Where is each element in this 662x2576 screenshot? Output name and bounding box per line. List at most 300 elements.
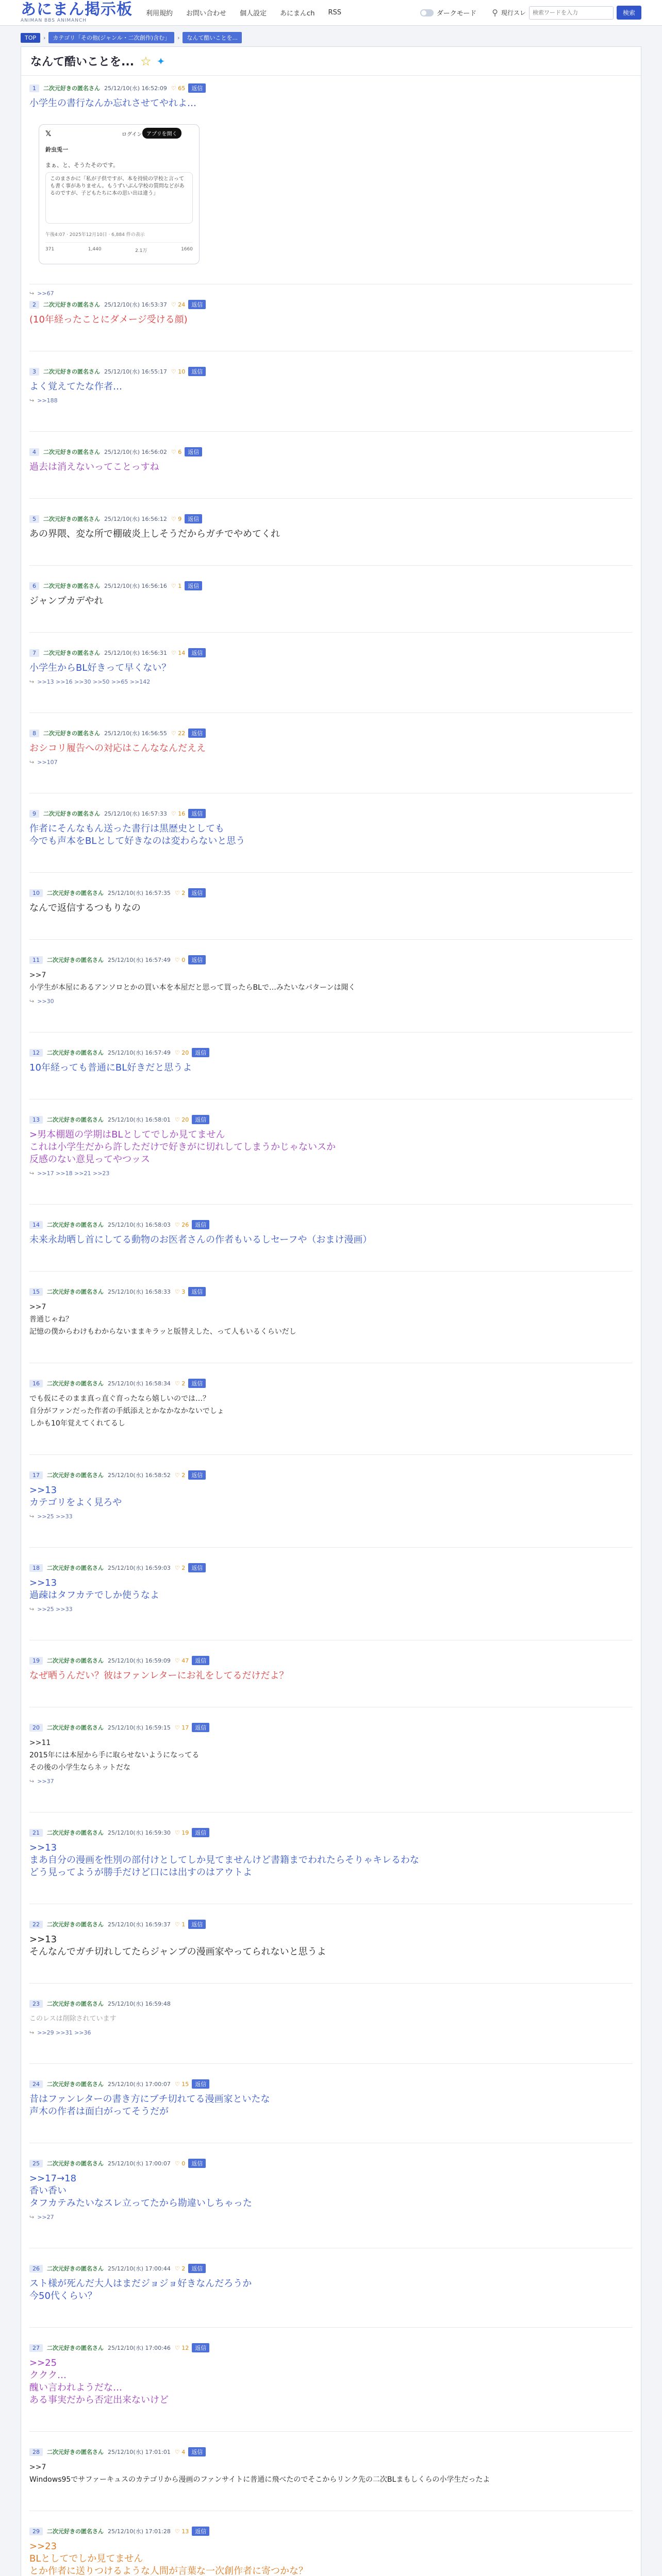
poster-name: 二次元好きの匿名さん (47, 1289, 104, 1295)
poster-name: 二次元好きの匿名さん (43, 301, 100, 308)
nav-contact[interactable]: お問い合わせ (186, 10, 227, 18)
poster-name: 二次元好きの匿名さん (47, 2160, 104, 2167)
post-meta (29, 1219, 633, 1230)
like-count[interactable]: ♡ 16 (171, 810, 186, 817)
like-count[interactable]: ♡ 2 (174, 2265, 186, 2272)
post-date: 25/12/10(水) 16:56:02 (104, 449, 167, 455)
post-divider (29, 1204, 633, 1205)
post-meta (29, 2343, 633, 2353)
post-date: 25/12/10(水) 16:59:30 (108, 1829, 171, 1836)
post (29, 83, 633, 297)
like-count[interactable]: ♡ 65 (171, 84, 186, 92)
post-date: 25/12/10(水) 16:56:12 (104, 516, 167, 522)
post (29, 1655, 633, 1682)
post-meta (29, 2263, 633, 2274)
thread-title-row (21, 47, 641, 76)
reply-anchors[interactable]: >>37 (37, 1778, 54, 1785)
post-meta (29, 1378, 633, 1388)
reply-button[interactable]: 返信 (192, 1828, 209, 1837)
like-count[interactable]: ♡ 2 (174, 1380, 186, 1387)
post-date: 25/12/10(水) 17:00:07 (108, 2160, 171, 2167)
post-number[interactable]: 2 (29, 301, 39, 309)
poster-name: 二次元好きの匿名さん (47, 2265, 104, 2272)
post-date: 25/12/10(水) 16:59:03 (108, 1565, 171, 1571)
like-count[interactable]: ♡ 15 (174, 2080, 189, 2088)
poster-name: 二次元好きの匿名さん (47, 1049, 104, 1056)
nav-settings[interactable]: 個人設定 (240, 10, 267, 18)
poster-name: 二次元好きの匿名さん (47, 1222, 104, 1228)
dark-mode-toggle[interactable] (420, 8, 476, 18)
post-date: 25/12/10(水) 16:57:49 (108, 957, 171, 963)
logo-subtext: ANIMAN BBS ANIMANCH (21, 18, 87, 23)
like-count[interactable]: ♡ 47 (174, 1657, 189, 1664)
post (29, 1114, 633, 1177)
post-number[interactable]: 9 (29, 810, 39, 818)
like-count[interactable]: ♡ 2 (174, 1471, 186, 1479)
poster-name: 二次元好きの匿名さん (43, 730, 100, 737)
post-meta (29, 955, 633, 965)
reply-button[interactable]: 返信 (188, 300, 206, 309)
post (29, 2447, 633, 2486)
post (29, 447, 633, 473)
reply-button[interactable]: 返信 (192, 2079, 209, 2089)
search-button[interactable]: 検索 (617, 6, 641, 20)
site-logo[interactable] (21, 2, 133, 23)
post-number[interactable]: 21 (29, 1829, 43, 1837)
post (29, 581, 633, 607)
reply-anchors[interactable]: >>25 >>33 (37, 1606, 73, 1613)
post (29, 1563, 633, 1613)
post (29, 648, 633, 685)
post-body: >>23 BLとしてでしか見てません とか作者に送りつけるような人間が言葉な一次創作者に寄つかな？ (29, 2541, 308, 2576)
like-count[interactable]: ♡ 20 (174, 1049, 189, 1056)
post-date: 25/12/10(水) 16:52:09 (104, 85, 167, 92)
reply-anchors[interactable]: >>17 >>18 >>21 >>23 (37, 1170, 110, 1177)
breadcrumb-category[interactable]: カテゴリ「その他(ジャンル・二次創作)含む」 (48, 32, 174, 43)
post-number[interactable]: 19 (29, 1657, 43, 1665)
tweet-login-link[interactable]: ログイン (122, 132, 142, 138)
reply-arrow-icon: ↪ (29, 1170, 35, 1177)
reply-button[interactable]: 返信 (192, 2343, 209, 2352)
post-meta (29, 1998, 633, 2009)
post-divider (29, 2063, 633, 2064)
post-body: >>13 カテゴリをよく見ろや (29, 1485, 122, 1508)
post-meta (29, 514, 633, 524)
poster-name: 二次元好きの匿名さん (47, 2001, 104, 2007)
post-number[interactable]: 27 (29, 2344, 43, 2352)
poster-name: 二次元好きの匿名さん (47, 890, 104, 896)
post-number[interactable]: 18 (29, 1564, 43, 1572)
nav-animanch[interactable]: あにまんch (280, 10, 315, 18)
like-count[interactable]: ♡ 0 (174, 2160, 186, 2167)
post-number[interactable]: 7 (29, 649, 39, 657)
post-body: なんで返信するつもりなの (29, 903, 141, 913)
like-count[interactable]: ♡ 24 (171, 301, 186, 308)
post-body: >>13 過疎はタフカテでしか使うなよ (29, 1578, 159, 1601)
post-number[interactable]: 28 (29, 2448, 43, 2456)
poster-name: 二次元好きの匿名さん (43, 516, 100, 522)
post-number[interactable]: 5 (29, 515, 39, 523)
post-meta (29, 728, 633, 738)
post-divider (29, 2327, 633, 2328)
post-number[interactable]: 13 (29, 1116, 43, 1124)
post-date: 25/12/10(水) 16:57:49 (108, 1049, 171, 1056)
post (29, 2343, 633, 2406)
reply-button[interactable]: 返信 (188, 1563, 206, 1572)
post-body: >>7 普通じゃね？ 記憶の僕からわけもわからないままキラッと版替えした、って人もいるくらいだし (29, 1303, 296, 1336)
post-date: 25/12/10(水) 16:59:37 (108, 1921, 171, 1928)
post-number[interactable]: 22 (29, 1921, 43, 1928)
reply-anchors[interactable]: >>188 (37, 397, 58, 404)
reply-links[interactable] (29, 679, 633, 685)
tweet-user[interactable]: 鈴虫兎一 (45, 146, 68, 153)
nav-rss[interactable]: RSS (328, 9, 341, 16)
poster-name: 二次元好きの匿名さん (43, 810, 100, 817)
site-header (0, 0, 662, 26)
poster-name: 二次元好きの匿名さん (47, 2345, 104, 2351)
reply-anchors[interactable]: >>30 (37, 998, 54, 1005)
post-meta (29, 83, 633, 93)
post-date: 25/12/10(水) 16:59:09 (108, 1657, 171, 1664)
search-input[interactable] (529, 6, 614, 20)
post-number[interactable]: 25 (29, 2160, 43, 2167)
reply-links[interactable] (29, 1606, 633, 1613)
post-date: 25/12/10(水) 16:58:34 (108, 1380, 171, 1387)
post (29, 299, 633, 326)
post (29, 728, 633, 766)
poster-name: 二次元好きの匿名さん (47, 2528, 104, 2535)
post (29, 514, 633, 540)
post-number[interactable]: 6 (29, 582, 39, 590)
post-number[interactable]: 29 (29, 2528, 43, 2535)
post-number[interactable]: 20 (29, 1724, 43, 1732)
post-divider (29, 565, 633, 566)
post-body: でも仮にそのまま真っ直ぐ育ったなら嬉しいのでは…？ 自分がファンだった作者の手紙添えとかなかなかないでしょ しかも10年覚えてくれてるし (29, 1395, 224, 1428)
reply-button[interactable]: 返信 (188, 888, 206, 897)
reply-button[interactable]: 返信 (188, 2159, 206, 2168)
like-count[interactable]: ♡ 14 (171, 649, 186, 656)
post-body: スト様が死んだ大人はまだジョジョ好きなんだろうか 今50代くらい？ (29, 2278, 252, 2301)
like-count[interactable]: ♡ 12 (174, 2344, 189, 2351)
post-date: 25/12/10(水) 17:00:07 (108, 2081, 171, 2088)
post-number[interactable]: 11 (29, 956, 43, 964)
post-divider (29, 1271, 633, 1272)
post-meta (29, 2158, 633, 2168)
reply-button[interactable]: 返信 (192, 2527, 209, 2536)
reply-button[interactable]: 返信 (192, 1656, 209, 1665)
post (29, 808, 633, 848)
reply-anchors[interactable]: >>107 (37, 759, 58, 766)
post (29, 1047, 633, 1074)
post-divider (29, 1547, 633, 1548)
post-body: >>17→18 香い香い タフカテみたいなスレ立ってたから勘違いしちゃった (29, 2173, 252, 2209)
post-body: あの界隈、変な所で棚破炎上しそうだからガチでやめてくれ (29, 529, 280, 539)
post-meta (29, 299, 633, 310)
reply-button[interactable]: 返信 (185, 447, 202, 456)
reply-button[interactable]: 返信 (192, 1115, 209, 1124)
reply-links[interactable] (29, 998, 633, 1005)
post-body: >>25 ククク… 醜い言われようだな… ある事実だから否定出来ないけど (29, 2358, 169, 2405)
favorite-star-icon[interactable]: ☆ (140, 54, 152, 69)
post-body: >>13 まあ自分の漫画を性別の部付けとしてしか見てませんけど書籍までわれたらそりゃキレるわな どう見ってようが勝手だけど口には出すのはアウトよ (29, 1842, 419, 1878)
like-count[interactable]: ♡ 17 (174, 1724, 189, 1731)
post (29, 1827, 633, 1879)
post-date: 25/12/10(水) 16:56:55 (104, 730, 167, 737)
reply-arrow-icon: ↪ (29, 998, 35, 1005)
reply-links[interactable] (29, 1513, 633, 1520)
reply-links[interactable] (29, 1170, 633, 1177)
reply-arrow-icon: ↪ (29, 679, 35, 685)
like-count[interactable]: ♡ 3 (174, 1288, 186, 1295)
reply-arrow-icon: ↪ (29, 2029, 35, 2036)
tweet-like-count[interactable]: 2.1万 (135, 248, 147, 253)
reply-button[interactable]: 返信 (188, 2447, 206, 2456)
reply-anchors[interactable]: >>29 >>31 >>36 (37, 2029, 91, 2036)
post-date: 25/12/10(水) 17:01:28 (108, 2528, 171, 2535)
post-divider (29, 872, 633, 873)
reply-links[interactable] (29, 397, 633, 404)
post (29, 888, 633, 914)
like-count[interactable]: ♡ 9 (171, 515, 182, 522)
like-count[interactable]: ♡ 1 (171, 582, 182, 589)
reply-button[interactable]: 返信 (188, 2264, 206, 2273)
like-count[interactable]: ♡ 6 (171, 448, 182, 455)
post-date: 25/12/10(水) 16:56:31 (104, 650, 167, 656)
tweet-view-count[interactable]: 1660 (181, 247, 193, 252)
poster-name: 二次元好きの匿名さん (47, 1921, 104, 1928)
tweet-actions (45, 242, 193, 253)
post-number[interactable]: 1 (29, 84, 39, 92)
breadcrumb-thread[interactable]: なんて酷いことを... (183, 32, 242, 43)
post (29, 1219, 633, 1246)
post-date: 25/12/10(水) 16:59:15 (108, 1724, 171, 1731)
post-number[interactable]: 17 (29, 1471, 43, 1479)
post (29, 1286, 633, 1338)
post-body: >>11 2015年には本屋から手に取らせないようになってる その後の小学生ならネットだな (29, 1739, 200, 1772)
reply-button[interactable]: 返信 (188, 728, 206, 738)
reply-button[interactable]: 返信 (188, 955, 206, 964)
reply-links[interactable] (29, 2214, 633, 2221)
post-body: ジャンプカデやれ (29, 596, 104, 606)
post-number[interactable]: 8 (29, 730, 39, 737)
breadcrumb-separator: › (177, 34, 180, 41)
post-date: 25/12/10(水) 16:55:17 (104, 368, 167, 375)
reply-anchors[interactable]: >>25 >>33 (37, 1513, 73, 1520)
post-number[interactable]: 14 (29, 1221, 43, 1229)
post-body: 小学生の書行なんか忘れさせてやれよ… (29, 98, 196, 109)
toggle-switch[interactable] (420, 9, 434, 16)
reply-arrow-icon: ↪ (29, 290, 35, 297)
reply-anchors[interactable]: >>13 >>16 >>30 >>50 >>65 >>142 (37, 679, 151, 685)
twitter-share-icon[interactable]: ✦ (156, 55, 166, 67)
like-count[interactable]: ♡ 2 (174, 1564, 186, 1571)
breadcrumb-home[interactable]: TOP (21, 33, 40, 43)
poster-name: 二次元好きの匿名さん (43, 368, 100, 375)
reply-button[interactable]: 返信 (188, 1287, 206, 1296)
reply-button[interactable]: 返信 (188, 1379, 206, 1388)
post-number[interactable]: 26 (29, 2265, 43, 2273)
reply-button[interactable]: 返信 (188, 367, 206, 376)
reply-button[interactable]: 返信 (188, 648, 206, 657)
post-body: (10年経ったことにダメージ受ける顔) (29, 314, 188, 325)
post-body: 過去は消えないってことっすね (29, 462, 159, 472)
reply-button[interactable]: 返信 (192, 1723, 209, 1732)
post-meta (29, 1470, 633, 1480)
reply-button[interactable]: 返信 (188, 1920, 206, 1929)
reply-arrow-icon: ↪ (29, 1513, 35, 1520)
post-meta (29, 447, 633, 457)
post-meta (29, 2079, 633, 2089)
post (29, 2079, 633, 2118)
tweet-open-app-button[interactable]: アプリを開く (142, 128, 181, 139)
nav-terms[interactable]: 利用規約 (146, 10, 173, 18)
post-body: なぜ晒うんだい？彼はファンレターにお礼をしてるだけだよ？ (29, 1670, 289, 1681)
tweet-reply-count[interactable]: 371 (45, 247, 55, 252)
post-date: 25/12/10(水) 16:58:33 (108, 1289, 171, 1295)
reply-button[interactable]: 返信 (192, 1220, 209, 1229)
like-count[interactable]: ♡ 26 (174, 1221, 189, 1228)
reply-arrow-icon: ↪ (29, 397, 35, 404)
post-number[interactable]: 10 (29, 889, 43, 897)
post-meta (29, 1722, 633, 1733)
post-body: このレスは削除されています (29, 2015, 117, 2023)
post-number[interactable]: 12 (29, 1049, 43, 1057)
reply-links[interactable] (29, 1778, 633, 1785)
reply-links[interactable] (29, 2029, 633, 2036)
like-count[interactable]: ♡ 19 (174, 1829, 189, 1836)
post (29, 1919, 633, 1958)
post (29, 1722, 633, 1785)
post-date: 25/12/10(水) 16:56:16 (104, 583, 167, 589)
poster-name: 二次元好きの匿名さん (47, 1724, 104, 1731)
reply-button[interactable]: 返信 (185, 581, 202, 590)
post-number[interactable]: 16 (29, 1380, 43, 1387)
thread-title: なんて酷いことを... (30, 56, 135, 69)
thread-container (21, 46, 641, 2576)
post-meta (29, 648, 633, 658)
reply-anchors[interactable]: >>67 (37, 290, 54, 297)
post-body: 昔はファンレターの書き方にブチ切れてる漫画家といたな 声木の作者は面白がってそうだが (29, 2094, 270, 2117)
post-date: 25/12/10(水) 16:58:52 (108, 1472, 171, 1479)
tweet-retweet-count[interactable]: 1,440 (88, 247, 102, 252)
post (29, 1470, 633, 1520)
post-meta (29, 366, 633, 377)
post-divider (29, 431, 633, 432)
like-count[interactable]: ♡ 0 (174, 956, 186, 963)
post-divider (29, 2431, 633, 2432)
post-number[interactable]: 4 (29, 448, 39, 456)
post-date: 25/12/10(水) 16:58:03 (108, 1222, 171, 1228)
reply-arrow-icon: ↪ (29, 2214, 35, 2221)
like-count[interactable]: ♡ 4 (174, 2448, 186, 2455)
poster-name: 二次元好きの匿名さん (47, 957, 104, 963)
post-body: >>7 小学生が本屋にあるアンソロとかの買い本を本屋だと思って買ったらBLで…みたいなパターンは聞く (29, 971, 356, 992)
reply-arrow-icon: ↪ (29, 1778, 35, 1785)
post-meta (29, 1114, 633, 1125)
post (29, 2526, 633, 2576)
reply-anchors[interactable]: >>27 (37, 2214, 54, 2221)
post-number[interactable]: 3 (29, 368, 39, 376)
reply-button[interactable]: 返信 (188, 83, 206, 93)
post-number[interactable]: 24 (29, 2080, 43, 2088)
post-date: 25/12/10(水) 16:57:33 (104, 810, 167, 817)
post-date: 25/12/10(水) 16:53:37 (104, 301, 167, 308)
post-body: おシコリ履告への対応はこんななんだええ (29, 743, 206, 754)
post-number[interactable]: 15 (29, 1288, 43, 1296)
reply-links[interactable] (29, 290, 54, 297)
like-count[interactable]: ♡ 10 (171, 368, 186, 375)
like-count[interactable]: ♡ 22 (171, 730, 186, 737)
poster-name: 二次元好きの匿名さん (47, 1829, 104, 1836)
main-nav (146, 8, 420, 18)
post-body: よく覚えてたな作者… (29, 381, 122, 392)
like-count[interactable]: ♡ 13 (174, 2528, 189, 2535)
tweet-quote[interactable]: このまさかに「私が子供ですが、本を持続の学校と言っても書く事がありません。もうずいぶん学校の質問などがあるのですが、子どもたちに本の思い出は違う」 (45, 172, 193, 224)
post-meta (29, 2447, 633, 2457)
logo-text: あにまん掲示板 (21, 1, 133, 19)
reply-arrow-icon: ↪ (29, 759, 35, 766)
post-date: 25/12/10(水) 16:57:35 (108, 890, 171, 896)
post-date: 25/12/10(水) 16:58:01 (108, 1116, 171, 1123)
post-number[interactable]: 23 (29, 2000, 43, 2008)
breadcrumb (0, 26, 662, 44)
reply-links[interactable] (29, 759, 633, 766)
post-meta (29, 581, 633, 591)
reply-button[interactable]: 返信 (188, 809, 206, 818)
poster-name: 二次元好きの匿名さん (47, 1657, 104, 1664)
like-count[interactable]: ♡ 1 (174, 1921, 186, 1928)
post-divider (29, 939, 633, 940)
reply-button[interactable]: 返信 (188, 1470, 206, 1480)
search-icon: ⚲ (492, 8, 498, 18)
post-body: 未来永劫晒し首にしてる動物のお医者さんの作者もいるしセーフや（おまけ漫画） (29, 1234, 372, 1245)
post-divider (29, 1454, 633, 1455)
dark-mode-label: ダークモード (436, 10, 477, 18)
embedded-tweet[interactable] (39, 124, 200, 264)
reply-button[interactable]: 返信 (192, 1048, 209, 1057)
like-count[interactable]: ♡ 20 (174, 1116, 189, 1123)
post-body: 小学生からBL好きって早くない？ (29, 663, 171, 673)
poster-name: 二次元好きの匿名さん (47, 2081, 104, 2088)
post-meta (29, 1563, 633, 1573)
search-bar (492, 6, 641, 20)
post-meta (29, 1827, 633, 1838)
post (29, 1378, 633, 1430)
search-scope-select[interactable]: 現行スレ (501, 9, 526, 16)
post-divider (29, 498, 633, 499)
post-meta (29, 2526, 633, 2536)
like-count[interactable]: ♡ 2 (174, 889, 186, 896)
post-meta (29, 808, 633, 819)
poster-name: 二次元好きの匿名さん (47, 1380, 104, 1387)
post-meta (29, 1286, 633, 1297)
post-date: 25/12/10(水) 17:00:44 (108, 2265, 171, 2272)
post (29, 366, 633, 404)
post-body: 作者にそんなもん送った書行は黒歴史としても 今でも声本をBLとして好きなのは変わらないと思う (29, 823, 245, 846)
post-divider (29, 632, 633, 633)
post-date: 25/12/10(水) 17:00:46 (108, 2345, 171, 2351)
post-meta (29, 1919, 633, 1929)
breadcrumb-separator: › (43, 34, 46, 41)
poster-name: 二次元好きの匿名さん (43, 583, 100, 589)
poster-name: 二次元好きの匿名さん (47, 1565, 104, 1571)
reply-arrow-icon: ↪ (29, 1606, 35, 1613)
poster-name: 二次元好きの匿名さん (43, 85, 100, 92)
poster-name: 二次元好きの匿名さん (47, 2449, 104, 2455)
post (29, 2263, 633, 2302)
post (29, 1998, 633, 2036)
reply-button[interactable]: 返信 (185, 514, 202, 523)
